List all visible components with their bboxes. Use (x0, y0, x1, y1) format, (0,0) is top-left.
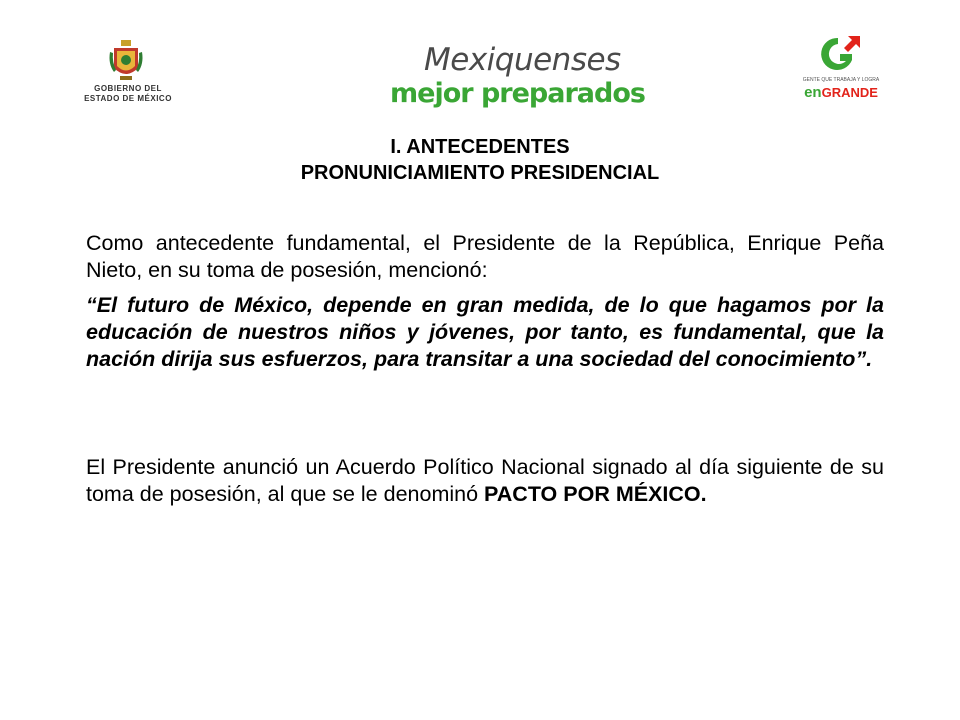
presidential-quote: “El futuro de México, depende en gran medida, de lo que hagamos por la educación de nuestros niños y jóvenes, por tanto, es fundamental, que la nación dirija sus esfuerzos, para transitar a una sociedad del conocimiento”. (86, 293, 884, 371)
mexiquenses-logo-line2: mejor preparados (390, 78, 645, 109)
engrande-brand-en: en (804, 84, 822, 101)
paragraph-intro: Como antecedente fundamental, el Presidente de la República, Enrique Peña Nieto, en su toma de posesión, mencionó: (86, 231, 884, 282)
paragraph-pacto-text: El Presidente anunció un Acuerdo Político Nacional signado al día siguiente de su toma de posesión, al que se le denominó (86, 455, 884, 506)
section-subtitle: PRONUNICIAMIENTO PRESIDENCIAL (300, 162, 660, 184)
g-logo-icon (818, 34, 862, 74)
mexiquenses-logo-line1: Mexiquenses (424, 42, 621, 78)
logo-left-line2: ESTADO DE MÉXICO (84, 94, 172, 103)
mexiquenses-logo (380, 40, 645, 120)
gobierno-estado-mexico-logo (78, 40, 178, 110)
logo-left-line1: GOBIERNO DEL (94, 84, 162, 93)
paragraph-pacto (86, 454, 884, 508)
pacto-por-mexico: PACTO POR MÉXICO. (484, 482, 707, 506)
engrande-brand-grande: GRANDE (821, 85, 878, 100)
engrande-tagline: GENTE QUE TRABAJA Y LOGRA (802, 77, 880, 83)
section-title: I. ANTECEDENTES (390, 136, 570, 158)
engrande-brand (796, 84, 886, 102)
coat-of-arms-icon (108, 40, 144, 82)
engrande-logo (796, 34, 886, 104)
